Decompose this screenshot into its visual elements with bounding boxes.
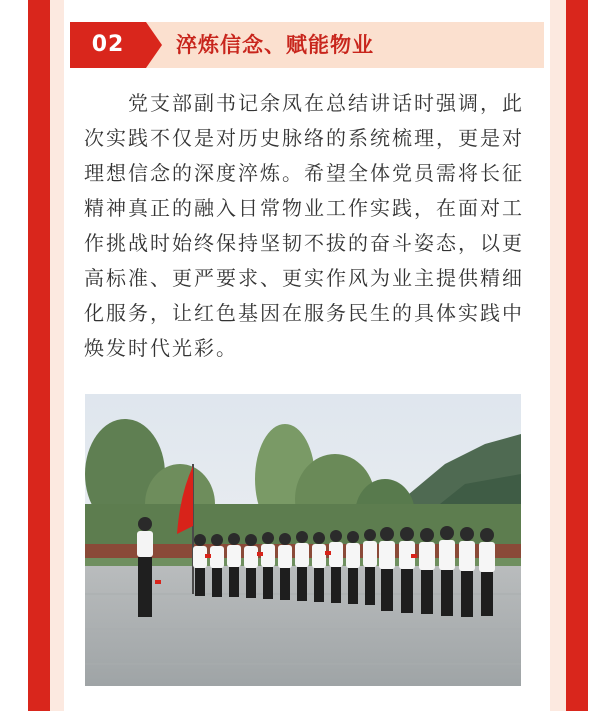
group-photo (85, 394, 521, 686)
badge-arrow-tip (146, 22, 162, 68)
body-paragraph: 党支部副书记余凤在总结讲话时强调，此次实践不仅是对历史脉络的系统梳理，更是对理想信念的深度淬炼。希望全体党员需将长征精神真正的融入日常物业工作实践，在面对工作挑战时始终保持坚韧不拔的奋斗姿态，以更高标准、更严要求、更实作风为业主提供精细化服务，让红色基因在服务民生的具体实践中焕发时代光彩。 (84, 91, 524, 360)
section-title: 淬炼信念、赋能物业 (176, 33, 374, 57)
section-header (70, 22, 544, 68)
top-divider (64, 0, 550, 10)
section-number: 02 (91, 32, 125, 57)
